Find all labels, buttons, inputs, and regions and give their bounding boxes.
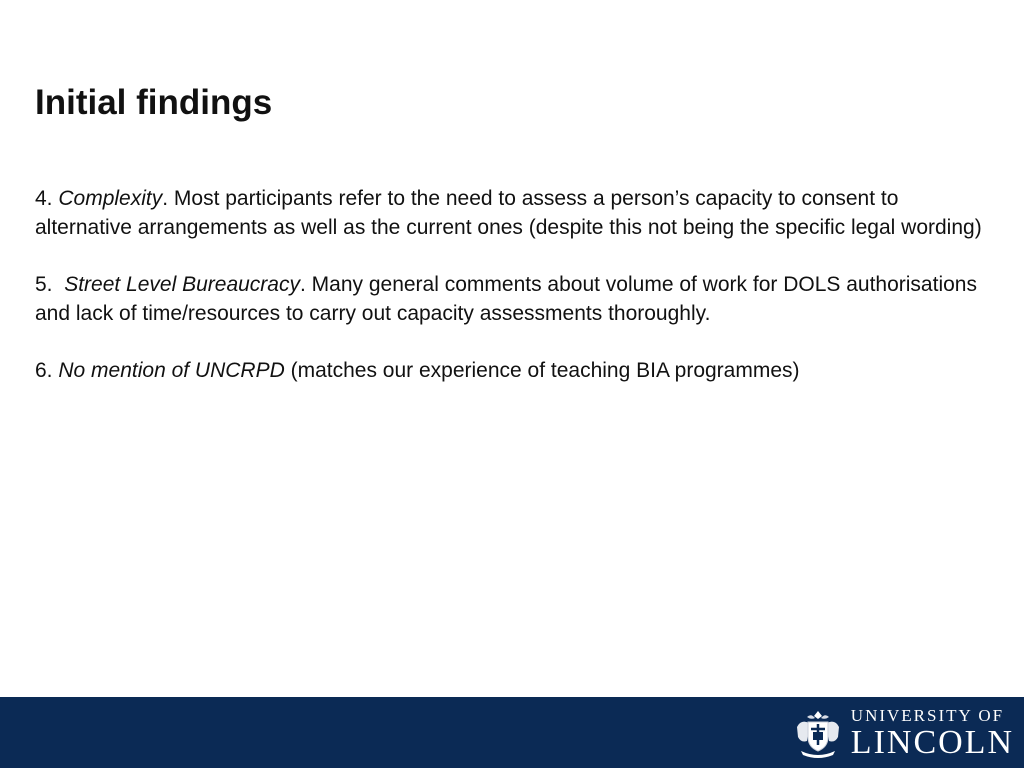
university-logo [793, 705, 1014, 761]
finding-item [35, 356, 995, 385]
finding-item [35, 184, 995, 242]
logo-line-lincoln: LINCOLN [850, 724, 1014, 761]
finding-text: (matches our experience of teaching BIA programmes) [284, 359, 800, 382]
finding-number: 4. [35, 187, 59, 210]
finding-number: 6. [35, 359, 59, 382]
logo-wordmark [851, 706, 1014, 760]
finding-text: . Many general comments about volume of work for DOLS authorisations and lack of time/resources to carry out capacity assessments thoroughly. [35, 273, 977, 325]
finding-text: . Most participants refer to the need to assess a person’s capacity to consent to alternative arrangements as well as the current ones (despite this not being the specific legal wording) [35, 187, 982, 239]
finding-number: 5. [35, 273, 65, 296]
finding-emphasis: No mention of UNCRPD [58, 359, 285, 382]
footer-bar [0, 697, 1024, 768]
finding-emphasis: Street Level Bureaucracy [64, 273, 300, 296]
finding-item [35, 270, 995, 328]
university-crest-icon [793, 707, 843, 759]
logo-line-university-of: UNIVERSITY OF [850, 706, 1005, 725]
slide-title: Initial findings [35, 83, 273, 122]
finding-emphasis: Complexity [58, 187, 163, 210]
findings-list [35, 184, 995, 413]
